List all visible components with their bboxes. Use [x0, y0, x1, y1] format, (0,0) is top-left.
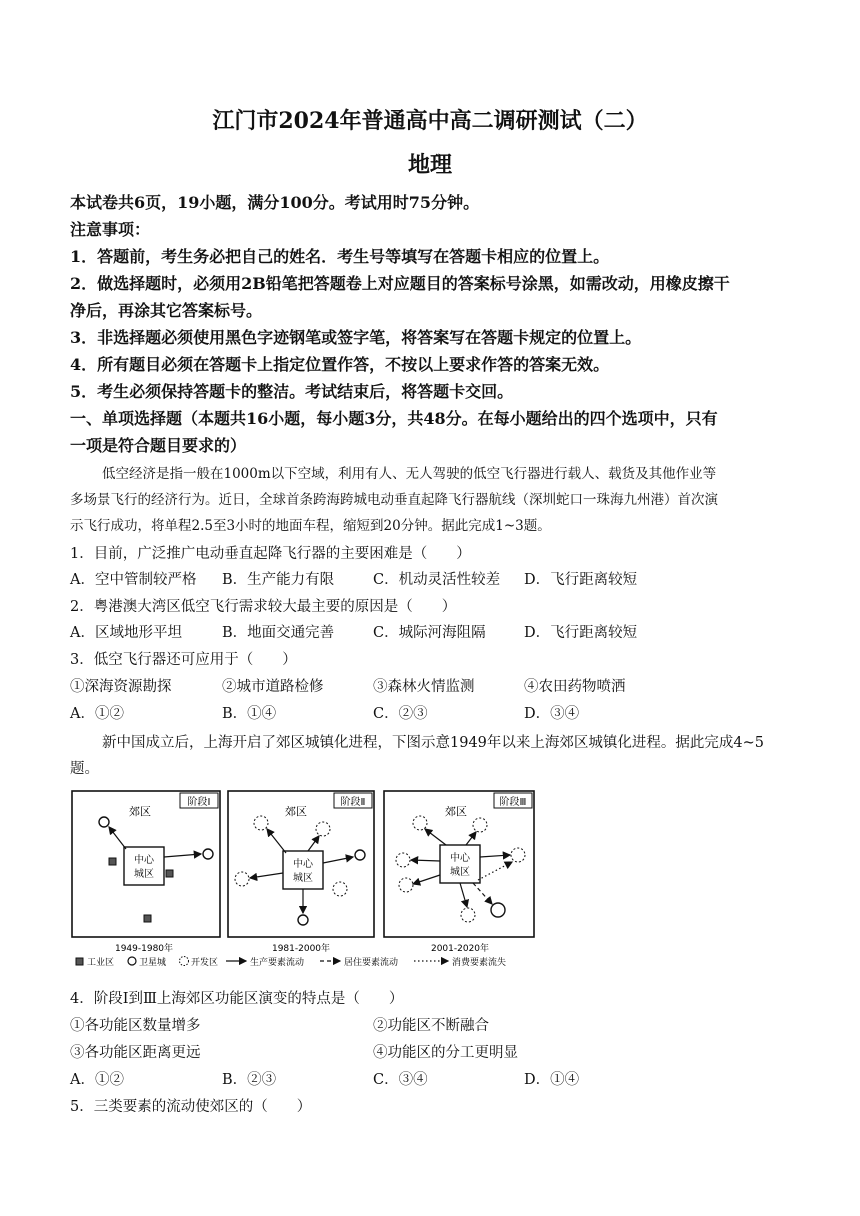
q4-item: ③各功能区距离更远 [70, 1045, 201, 1061]
q4-item: ①各功能区数量增多 [70, 1018, 201, 1034]
figure-legend [76, 956, 506, 968]
exam-title: 江门市2024年普通高中高二调研测试（二） [212, 108, 648, 134]
stage-label: 阶段Ⅱ [340, 797, 366, 808]
q3-item: ①深海资源勘探 [70, 679, 172, 695]
q3-option-b[interactable]: B．①④ [222, 706, 277, 722]
notice-item: 净后，再涂其它答案标号。 [70, 301, 263, 320]
center-label: 城区 [450, 867, 470, 878]
exam-subject: 地理 [407, 152, 452, 178]
center-label: 中心 [450, 853, 470, 864]
notice-item: 3．非选择题必须使用黑色字迹钢笔或签字笔，将答案写在答题卡规定的位置上。 [70, 328, 642, 347]
q3-item: ③森林火情监测 [373, 679, 475, 695]
center-label: 城区 [293, 873, 313, 884]
legend-production-flow: 生产要素流动 [250, 958, 305, 968]
suburb-label: 郊区 [129, 805, 151, 818]
q1-option-c[interactable]: C．机动灵活性较差 [373, 572, 501, 588]
notice-item: 4．所有题目必须在答题卡上指定位置作答，不按以上要求作答的答案无效。 [70, 355, 610, 374]
stage-years: 2001-2020年 [430, 944, 490, 954]
q4-option-d[interactable]: D．①④ [524, 1072, 580, 1088]
center-label: 中心 [134, 855, 154, 866]
q1-option-a[interactable]: A．空中管制较严格 [70, 572, 197, 588]
passage-line: 示飞行成功，将单程2.5至3小时的地面车程，缩短到20分钟。据此完成1~3题。 [70, 518, 551, 534]
legend-satellite: 卫星城 [139, 958, 167, 968]
question-4-stem: 4．阶段Ⅰ到Ⅲ上海郊区功能区演变的特点是（ ） [70, 991, 404, 1007]
notice-item: 5．考生必须保持答题卡的整洁。考试结束后，将答题卡交回。 [70, 382, 514, 401]
stage-label: 阶段Ⅲ [499, 797, 527, 808]
q3-item: ④农田药物喷洒 [524, 679, 626, 695]
panel-stage-3 [384, 791, 534, 937]
legend-residence-flow: 居住要素流动 [344, 958, 399, 968]
q2-option-d[interactable]: D．飞行距离较短 [524, 625, 638, 641]
q4-item: ④功能区的分工更明显 [373, 1045, 518, 1061]
suburb-label: 郊区 [285, 805, 307, 818]
question-1-stem: 1．目前，广泛推广电动垂直起降飞行器的主要困难是（ ） [70, 546, 471, 562]
q2-option-b[interactable]: B．地面交通完善 [222, 625, 335, 641]
passage-line: 低空经济是指一般在1000m以下空域，利用有人、无人驾驶的低空飞行器进行载人、载货及其他作业等 [102, 466, 717, 482]
q3-option-d[interactable]: D．③④ [524, 706, 580, 722]
q3-option-a[interactable]: A．①② [70, 706, 124, 722]
stage-years: 1981-2000年 [271, 944, 331, 954]
notice-item: 1．答题前，考生务必把自己的姓名．考生号等填写在答题卡相应的位置上。 [70, 247, 610, 266]
question-2-stem: 2．粤港澳大湾区低空飞行需求较大最主要的原因是（ ） [70, 599, 457, 615]
legend-development: 开发区 [191, 958, 219, 968]
q2-option-c[interactable]: C．城际河海阻隔 [373, 625, 486, 641]
q4-option-c[interactable]: C．③④ [373, 1072, 428, 1088]
legend-consumption-flow: 消费要素流失 [452, 958, 507, 968]
urbanization-figure [68, 785, 538, 975]
notice-heading: 注意事项： [70, 220, 151, 239]
q4-option-a[interactable]: A．①② [70, 1072, 124, 1088]
section-heading-cont: 一项是符合题目要求的） [70, 436, 247, 455]
question-3-stem: 3．低空飞行器还可应用于（ ） [70, 652, 297, 668]
stage-label: 阶段Ⅰ [187, 797, 211, 808]
passage-line: 多场景飞行的经济行为。近日，全球首条跨海跨城电动垂直起降飞行器航线（深圳蛇口一珠海九州港）首次演 [70, 492, 718, 508]
q3-option-c[interactable]: C．②③ [373, 706, 428, 722]
center-label: 中心 [293, 859, 313, 870]
q3-item: ②城市道路检修 [222, 679, 324, 695]
exam-intro: 本试卷共6页，19小题，满分100分。考试用时75分钟。 [70, 193, 480, 212]
center-label: 城区 [134, 869, 154, 880]
q4-option-b[interactable]: B．②③ [222, 1072, 277, 1088]
suburb-label: 郊区 [445, 805, 467, 818]
section-heading: 一、单项选择题（本题共16小题，每小题3分，共48分。在每小题给出的四个选项中，只有 [70, 409, 718, 428]
panel-stage-2 [228, 791, 374, 937]
q4-item: ②功能区不断融合 [373, 1018, 489, 1034]
passage-line: 题。 [70, 761, 99, 777]
panel-stage-1 [72, 791, 220, 937]
legend-industrial: 工业区 [87, 958, 115, 968]
stage-years: 1949-1980年 [114, 944, 174, 954]
q2-option-a[interactable]: A．区域地形平坦 [70, 625, 182, 641]
q1-option-d[interactable]: D．飞行距离较短 [524, 572, 638, 588]
q1-option-b[interactable]: B．生产能力有限 [222, 572, 335, 588]
question-5-stem: 5．三类要素的流动使郊区的（ ） [70, 1099, 312, 1115]
passage-line: 新中国成立后，上海开启了郊区城镇化进程，下图示意1949年以来上海郊区城镇化进程。据此完成4~5 [102, 735, 764, 751]
notice-item: 2．做选择题时，必须用2B铅笔把答题卷上对应题目的答案标号涂黑，如需改动，用橡皮擦干 [70, 274, 730, 293]
